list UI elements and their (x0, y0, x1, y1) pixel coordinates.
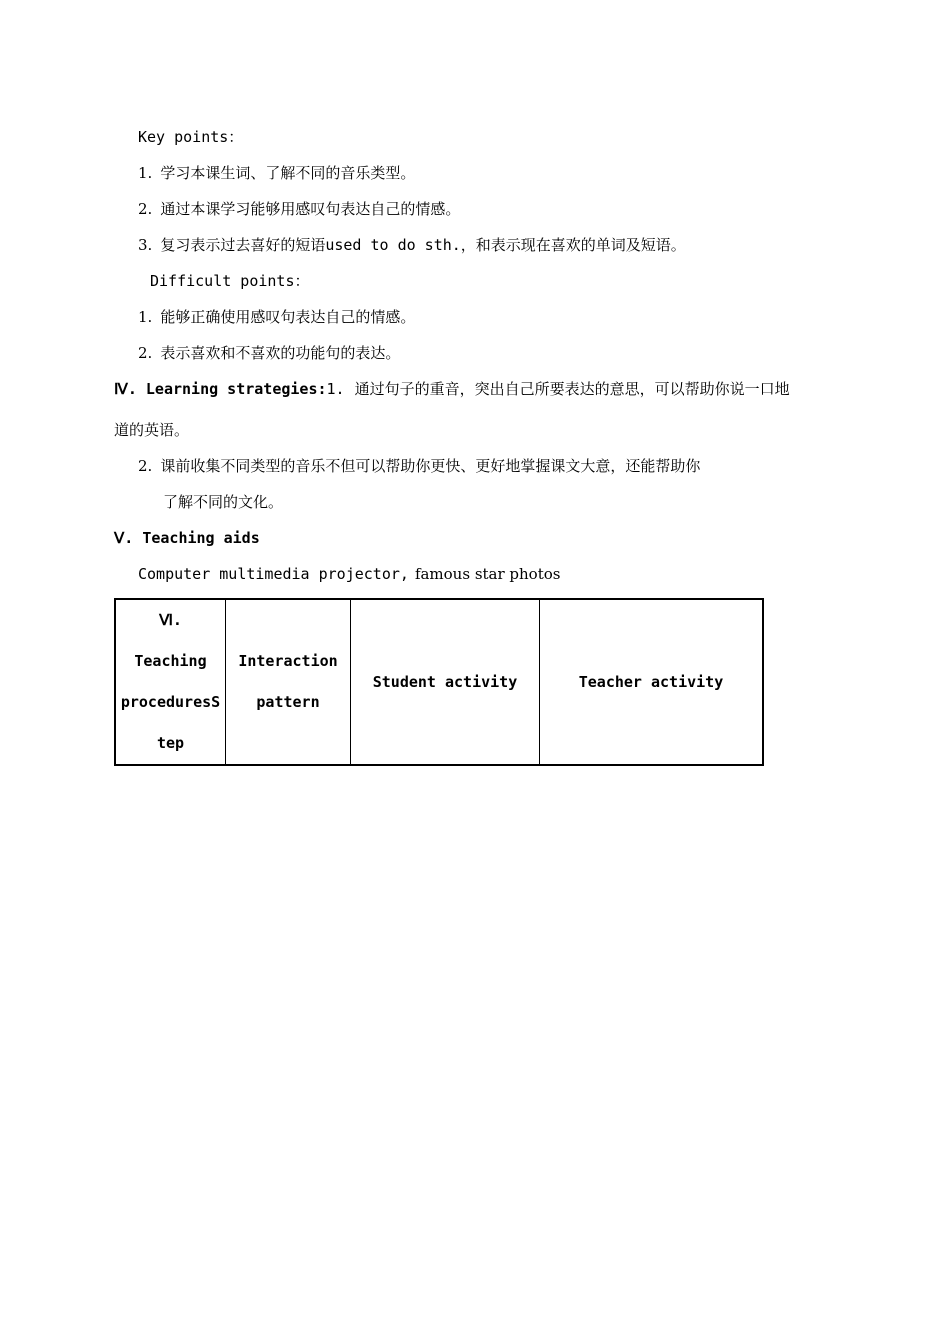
cell-line: Ⅵ. (159, 611, 182, 629)
item-text: 通过句子的重音，突出自己所要表达的意思，可以帮助你说一口地 (354, 380, 790, 398)
item-text: 通过本课学习能够用感叹句表达自己的情感。 (160, 200, 461, 218)
header-cell-step (115, 599, 226, 765)
learning-strategies-line-2: 道的英语。 (114, 421, 190, 439)
item-text: ，和表示现在喜欢的单词及短语。 (460, 236, 686, 254)
item-text: 复习表示过去喜好的短语 (160, 236, 326, 254)
cell-line: Teaching (134, 652, 207, 670)
key-point-item-1 (138, 163, 415, 183)
aids-text-a: Computer multimedia projector, (138, 565, 409, 583)
teaching-aids-heading: Ⅴ. Teaching aids (114, 529, 260, 547)
aids-text-b: famous star photos (414, 565, 561, 583)
procedures-table (114, 598, 764, 766)
table-row (115, 599, 763, 765)
difficult-points-heading: Difficult points： (150, 272, 310, 290)
header-cell-student-activity: Student activity (351, 599, 540, 765)
header-cell-teacher-activity: Teacher activity (540, 599, 764, 765)
cell-line: pattern (256, 693, 320, 711)
item-number: 2. (138, 344, 153, 362)
item-number: 1. (138, 308, 153, 326)
learning-strategies-item-2-cont: 了解不同的文化。 (163, 493, 284, 511)
item-number: 1. (138, 164, 153, 182)
item-text-english: used to do sth. (325, 236, 461, 254)
cell-line: tep (156, 734, 185, 752)
learning-strategies-item-2 (138, 456, 700, 476)
difficult-point-item-1 (138, 307, 415, 327)
section-heading: Ⅳ. Learning strategies: (114, 380, 327, 398)
cell-line: Interaction (238, 652, 338, 670)
item-text: 学习本课生词、了解不同的音乐类型。 (160, 164, 416, 182)
key-points-heading: Key points： (138, 128, 244, 146)
key-point-item-3 (138, 235, 686, 255)
item-number: 2. (138, 457, 153, 475)
item-text: 课前收集不同类型的音乐不但可以帮助你更快、更好地掌握课文大意，还能帮助你 (160, 457, 701, 475)
key-point-item-2 (138, 199, 460, 219)
item-text: 表示喜欢和不喜欢的功能句的表达。 (160, 344, 401, 362)
item-text: 能够正确使用感叹句表达自己的情感。 (160, 308, 416, 326)
teaching-aids-text (138, 564, 560, 585)
difficult-point-item-2 (138, 343, 400, 363)
item-number: 3. (138, 236, 153, 254)
header-cell-interaction (226, 599, 351, 765)
cell-line: proceduresS (120, 693, 221, 711)
learning-strategies-line-1 (114, 379, 790, 399)
item-number: 2. (138, 200, 153, 218)
item-number: 1. (326, 380, 345, 398)
